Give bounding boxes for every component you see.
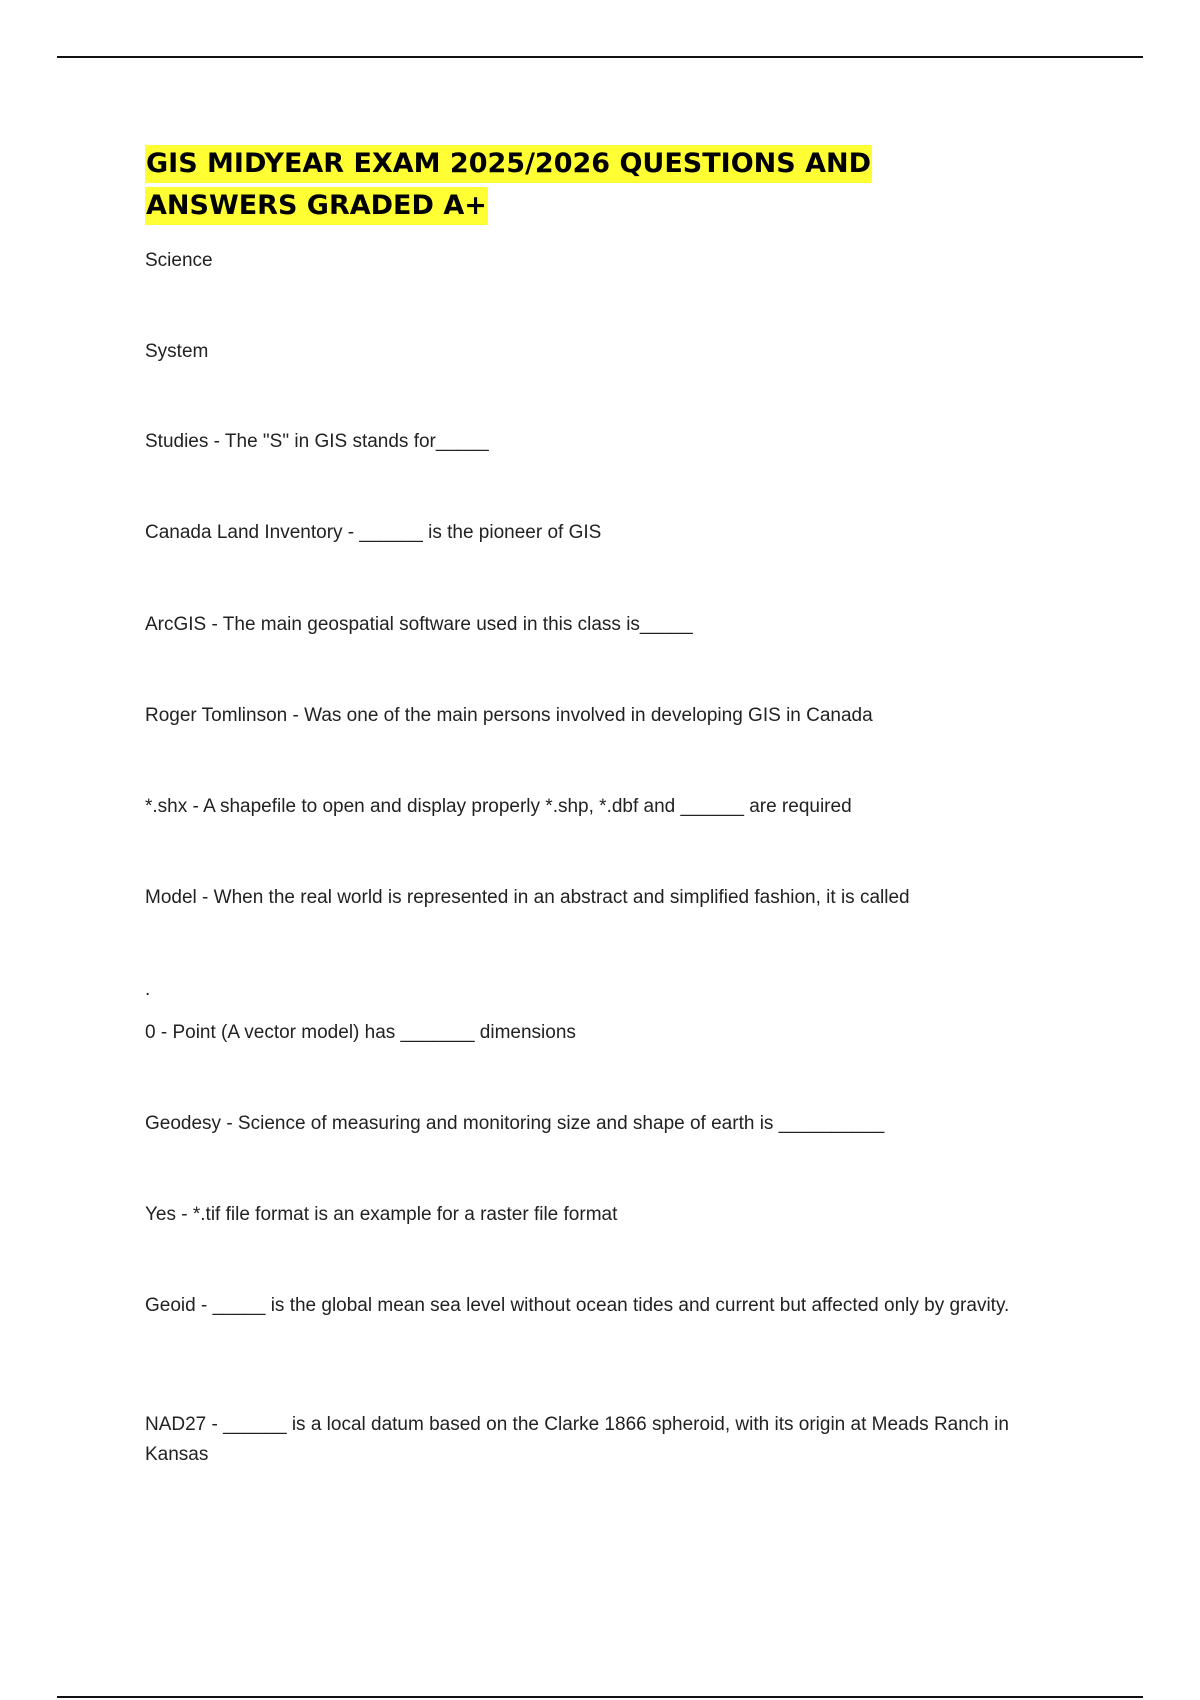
header-rule [57, 56, 1143, 58]
entry-model: Model - When the real world is represented in an abstract and simplified fashion, it is called [145, 887, 910, 908]
title-line-2: ANSWERS GRADED A+ [145, 187, 488, 225]
entry-shx: *.shx - A shapefile to open and display properly *.shp, *.dbf and ______ are required [145, 796, 852, 817]
entry-geodesy: Geodesy - Science of measuring and monitoring size and shape of earth is __________ [145, 1113, 885, 1134]
entry-dot: . [145, 979, 151, 1000]
entry-science: Science [145, 250, 213, 271]
entry-geoid: Geoid - _____ is the global mean sea level without ocean tides and current but affected only by gravity. [145, 1295, 1010, 1316]
entry-roger-tomlinson: Roger Tomlinson - Was one of the main persons involved in developing GIS in Canada [145, 705, 873, 726]
entry-point: 0 - Point (A vector model) has _______ dimensions [145, 1022, 576, 1043]
title-line-1: GIS MIDYEAR EXAM 2025/2026 QUESTIONS AND [145, 145, 872, 183]
entry-arcgis: ArcGIS - The main geospatial software used in this class is_____ [145, 614, 693, 635]
entry-tif: Yes - *.tif file format is an example for a raster file format [145, 1204, 618, 1225]
document-title [145, 143, 1045, 227]
entry-nad27: NAD27 - ______ is a local datum based on the Clarke 1866 spheroid, with its origin at Meads Ranch in Kansas [145, 1414, 1015, 1465]
footer-rule [57, 1696, 1143, 1698]
entry-canada-land-inventory: Canada Land Inventory - ______ is the pioneer of GIS [145, 522, 602, 543]
entry-system: System [145, 341, 209, 362]
entry-studies: Studies - The "S" in GIS stands for_____ [145, 431, 489, 452]
